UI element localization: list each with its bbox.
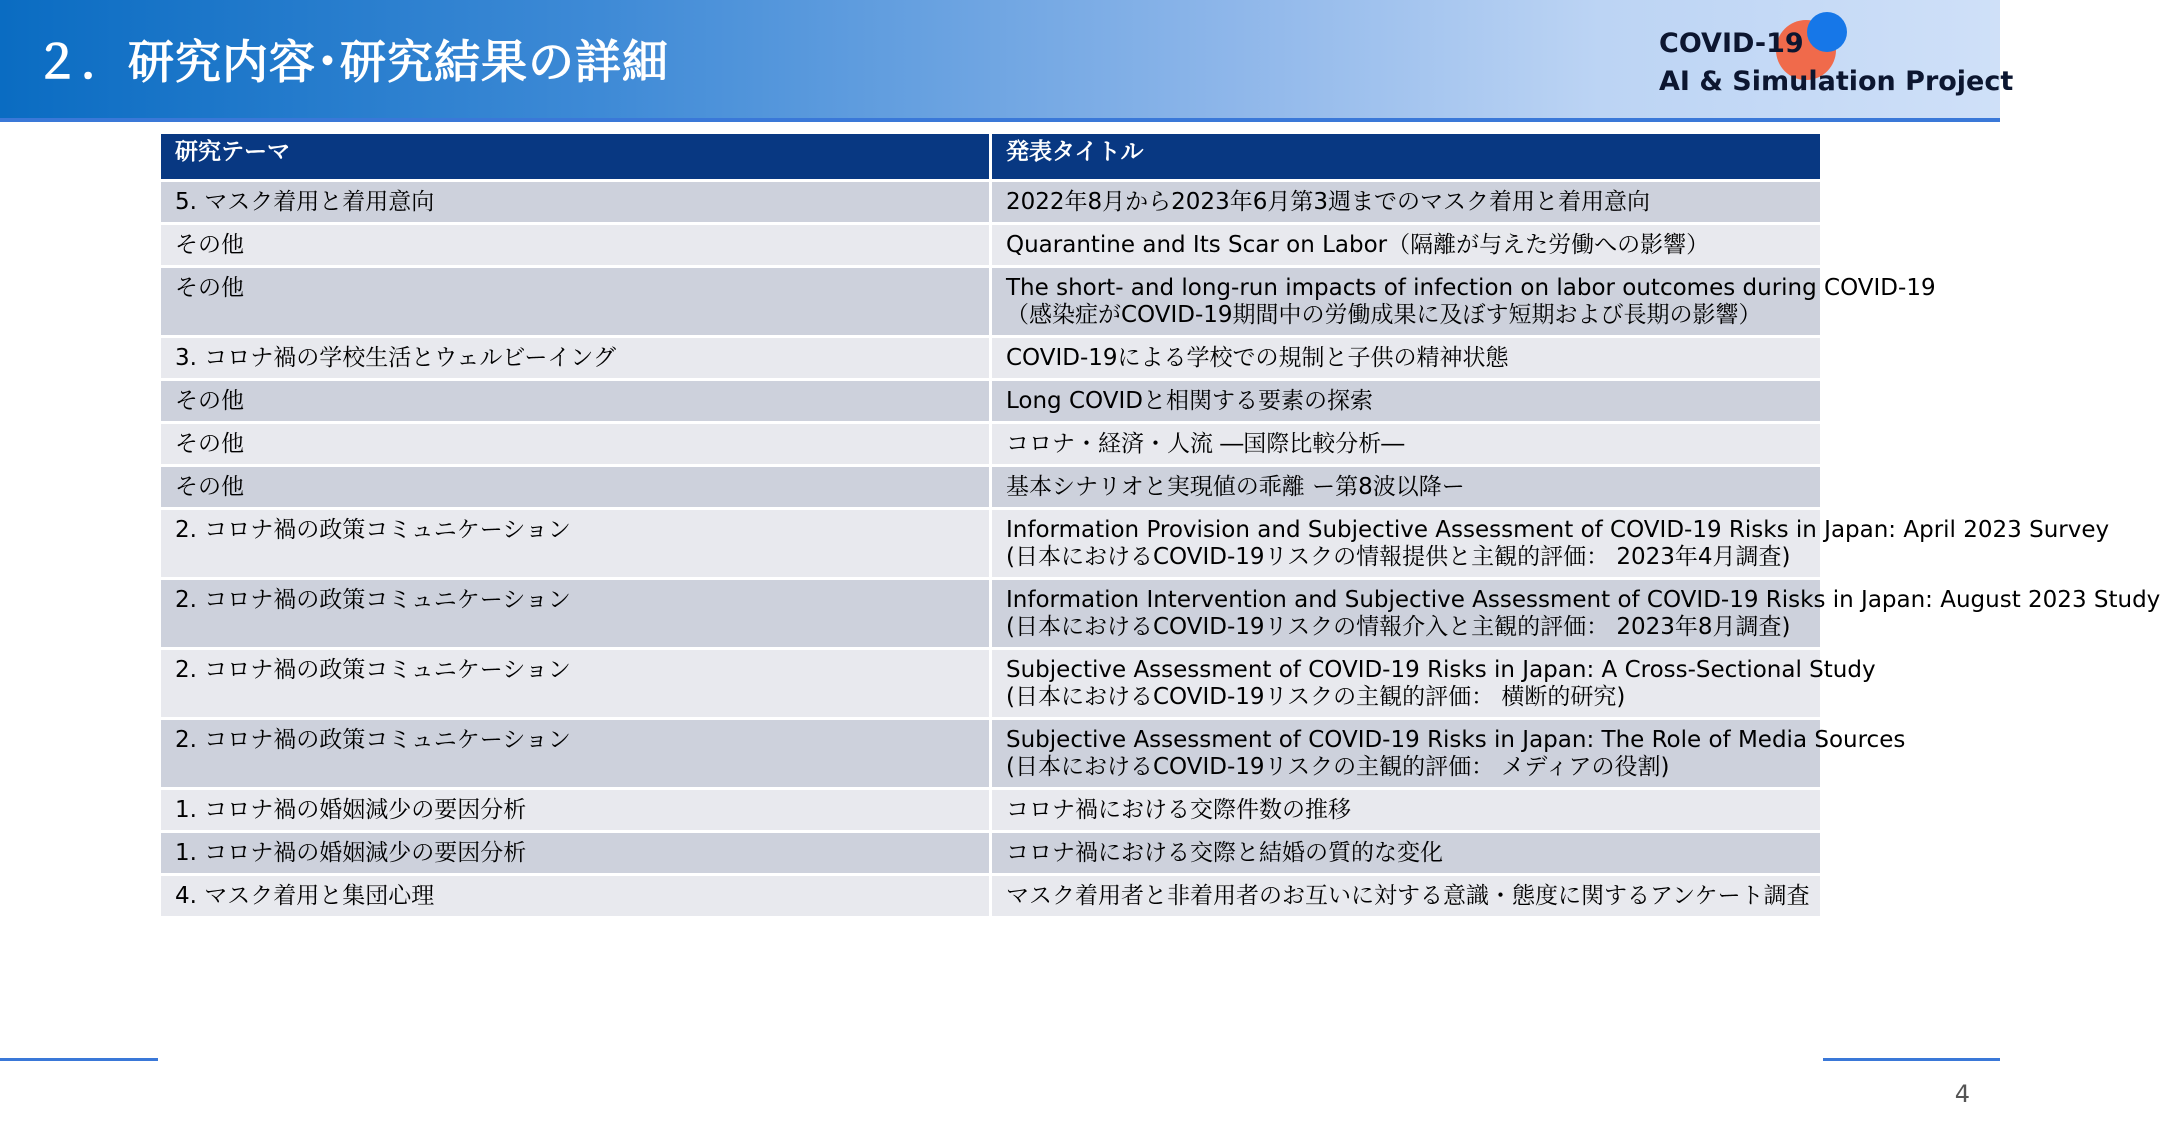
cell-theme bbox=[160, 509, 991, 579]
footer-divider-left bbox=[0, 1058, 158, 1061]
table-row bbox=[160, 719, 1822, 789]
table-row bbox=[160, 832, 1822, 875]
title-line: 基本シナリオと実現値の乖離 ー第8波以降ー bbox=[1006, 474, 1465, 500]
cell-theme bbox=[160, 789, 991, 832]
theme-text: その他 bbox=[175, 431, 244, 457]
cell-title bbox=[991, 337, 1822, 380]
title-line: (日本におけるCOVID-19リスクの主観的評価： メディアの役割) bbox=[1006, 754, 1670, 780]
title-line: The short- and long-run impacts of infection on labor outcomes during COVID-19 bbox=[1006, 275, 1936, 301]
cell-theme bbox=[160, 649, 991, 719]
theme-text: 2. コロナ禍の政策コミュニケーション bbox=[175, 517, 571, 543]
page-number: 4 bbox=[1954, 1080, 1970, 1108]
cell-title bbox=[991, 649, 1876, 719]
cell-title bbox=[991, 423, 1822, 466]
cell-title bbox=[991, 380, 1822, 423]
title-line: コロナ・経済・人流 ―国際比較分析― bbox=[1006, 431, 1405, 457]
theme-text: 1. コロナ禍の婚姻減少の要因分析 bbox=[175, 797, 527, 823]
table-row bbox=[160, 789, 1822, 832]
table-header-row bbox=[160, 133, 1822, 181]
title-line: Information Intervention and Subjective Assessment of COVID-19 Risks in Japan: August 2023 Study bbox=[1006, 587, 2160, 613]
title-line: コロナ禍における交際と結婚の質的な変化 bbox=[1006, 840, 1443, 866]
table-row bbox=[160, 267, 1822, 337]
title-line: （感染症がCOVID-19期間中の労働成果に及ぼす短期および長期の影響） bbox=[1006, 302, 1762, 328]
cell-title bbox=[991, 466, 1822, 509]
table-row bbox=[160, 337, 1822, 380]
cell-theme bbox=[160, 224, 991, 267]
cell-title bbox=[991, 579, 2160, 649]
cell-theme bbox=[160, 181, 991, 224]
theme-text: 2. コロナ禍の政策コミュニケーション bbox=[175, 727, 571, 753]
table-row bbox=[160, 181, 1822, 224]
table-body bbox=[160, 181, 2160, 918]
cell-theme bbox=[160, 875, 991, 918]
title-line: マスク着用者と非着用者のお互いに対する意識・態度に関するアンケート調査 bbox=[1006, 883, 1810, 909]
table-row bbox=[160, 875, 1822, 918]
cell-title bbox=[991, 224, 1822, 267]
table-row bbox=[160, 649, 1822, 719]
cell-title bbox=[991, 267, 1936, 337]
project-logo bbox=[1650, 10, 2014, 105]
title-line: Subjective Assessment of COVID-19 Risks in Japan: The Role of Media Sources bbox=[1006, 727, 1906, 753]
cell-theme bbox=[160, 423, 991, 466]
theme-text: その他 bbox=[175, 275, 244, 301]
cell-title bbox=[991, 789, 1822, 832]
table-row bbox=[160, 579, 1822, 649]
cell-title bbox=[991, 509, 2110, 579]
cell-title bbox=[991, 832, 1822, 875]
table-row bbox=[160, 224, 1822, 267]
theme-text: その他 bbox=[175, 388, 244, 414]
cell-theme bbox=[160, 579, 991, 649]
title-line: コロナ禍における交際件数の推移 bbox=[1006, 797, 1351, 823]
cell-title bbox=[991, 875, 1822, 918]
title-line: Subjective Assessment of COVID-19 Risks in Japan: A Cross-Sectional Study bbox=[1006, 657, 1876, 683]
theme-text: 3. コロナ禍の学校生活とウェルビーイング bbox=[175, 345, 616, 371]
cell-title bbox=[991, 181, 1822, 224]
title-line: Long COVIDと相関する要素の探索 bbox=[1006, 388, 1373, 414]
column-header-title: 発表タイトル bbox=[991, 133, 1822, 181]
cell-theme bbox=[160, 466, 991, 509]
table-row bbox=[160, 509, 1822, 579]
title-line: (日本におけるCOVID-19リスクの情報提供と主観的評価： 2023年4月調査) bbox=[1006, 544, 1791, 570]
footer-divider-right bbox=[1823, 1058, 2000, 1061]
logo-text-line-2: AI & Simulation Project bbox=[1659, 66, 2014, 97]
title-line: Quarantine and Its Scar on Labor（隔離が与えた労働への影響） bbox=[1006, 232, 1710, 258]
theme-text: その他 bbox=[175, 474, 244, 500]
column-header-theme: 研究テーマ bbox=[160, 133, 991, 181]
theme-text: その他 bbox=[175, 232, 244, 258]
page-title: ２．研究内容･研究結果の詳細 bbox=[34, 35, 669, 89]
title-line: (日本におけるCOVID-19リスクの情報介入と主観的評価： 2023年8月調査) bbox=[1006, 614, 1791, 640]
cell-theme bbox=[160, 719, 991, 789]
research-table bbox=[158, 131, 2160, 919]
research-table-container bbox=[158, 131, 2160, 919]
theme-text: 2. コロナ禍の政策コミュニケーション bbox=[175, 657, 571, 683]
title-line: 2022年8月から2023年6月第3週までのマスク着用と着用意向 bbox=[1006, 189, 1650, 215]
title-line: COVID-19による学校での規制と子供の精神状態 bbox=[1006, 345, 1509, 371]
theme-text: 1. コロナ禍の婚姻減少の要因分析 bbox=[175, 840, 527, 866]
title-line: Information Provision and Subjective Assessment of COVID-19 Risks in Japan: April 2023 Survey bbox=[1006, 517, 2110, 543]
title-line: (日本におけるCOVID-19リスクの主観的評価： 横断的研究) bbox=[1006, 684, 1626, 710]
logo-blue-circle bbox=[1807, 12, 1847, 52]
logo-text-line-1: COVID-19 bbox=[1659, 28, 1804, 59]
cell-theme bbox=[160, 337, 991, 380]
table-row bbox=[160, 423, 1822, 466]
cell-theme bbox=[160, 380, 991, 423]
cell-theme bbox=[160, 267, 991, 337]
theme-text: 5. マスク着用と着用意向 bbox=[175, 189, 435, 215]
table-row bbox=[160, 466, 1822, 509]
header-divider bbox=[0, 118, 2000, 122]
cell-title bbox=[991, 719, 1906, 789]
table-row bbox=[160, 380, 1822, 423]
cell-theme bbox=[160, 832, 991, 875]
theme-text: 4. マスク着用と集団心理 bbox=[175, 883, 435, 909]
theme-text: 2. コロナ禍の政策コミュニケーション bbox=[175, 587, 571, 613]
